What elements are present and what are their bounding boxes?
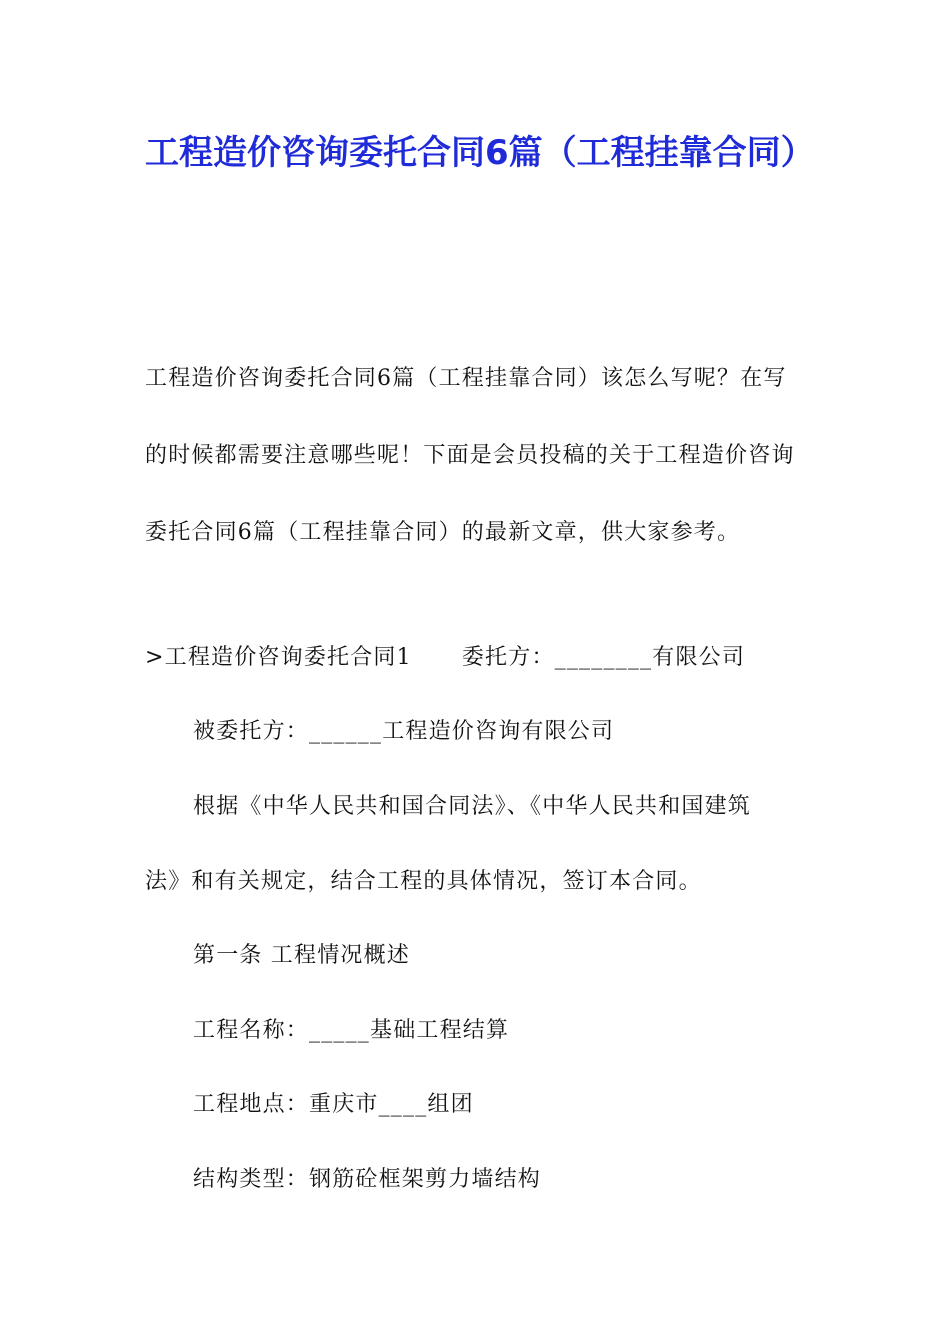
intro-paragraph: 工程造价咨询委托合同6篇（工程挂靠合同）该怎么写呢？在写的时候都需要注意哪些呢！下面是会员投稿的关于工程造价咨询委托合同6篇（工程挂靠合同）的最新文章，供大家参考。 (145, 366, 795, 545)
basis-line-1: 根据《中华人民共和国合同法》、《中华人民共和国建筑 (193, 794, 752, 819)
section-heading: >工程造价咨询委托合同1 (145, 645, 412, 670)
section-heading-line (145, 643, 745, 673)
project-location-line: 工程地点：重庆市____组团 (193, 1092, 474, 1117)
article-heading: 第一条 工程情况概述 (193, 943, 410, 968)
structure-type-line: 结构类型：钢筋砼框架剪力墙结构 (193, 1167, 542, 1192)
project-name-line: 工程名称：_____基础工程结算 (193, 1018, 510, 1043)
agent-line: 被委托方：______工程造价咨询有限公司 (193, 719, 615, 744)
client-line: 委托方：________有限公司 (461, 645, 746, 670)
document-title: 工程造价咨询委托合同6篇（工程挂靠合同） (145, 133, 815, 173)
basis-line-2: 法》和有关规定，结合工程的具体情况，签订本合同。 (145, 869, 702, 894)
